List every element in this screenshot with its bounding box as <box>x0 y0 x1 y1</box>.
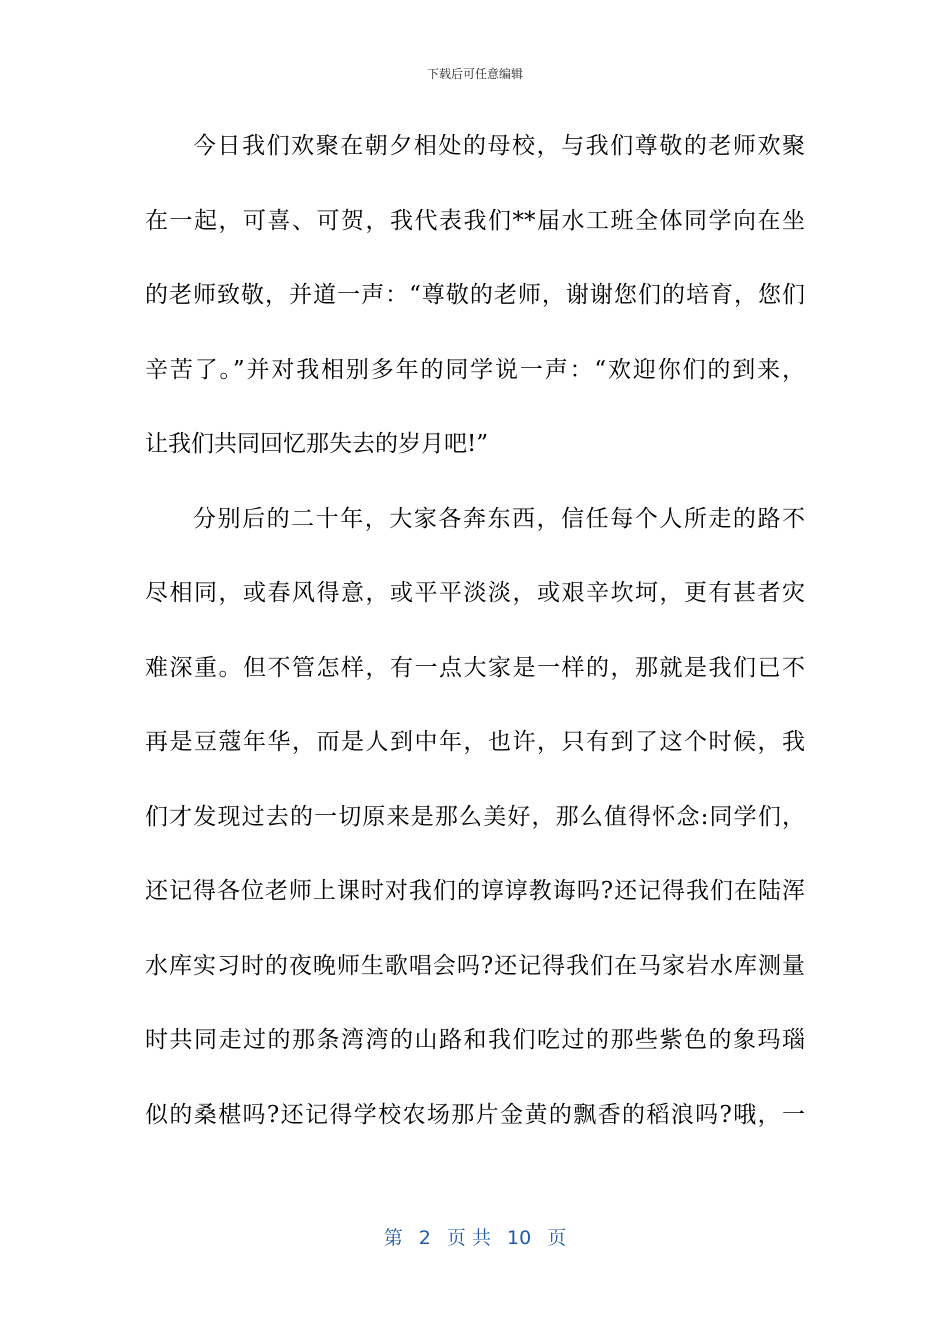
paragraph-2-line-1: 分别后的二十年，大家各奔东西，信任每个人所走的路不 <box>193 505 805 532</box>
paragraph-2-line-5: 们才发现过去的一切原来是那么美好，那么值得怀念:同学们， <box>145 803 805 830</box>
footer-prefix: 第 <box>383 1227 403 1249</box>
paragraph-1-line-3: 的老师致敬，并道一声：“尊敬的老师，谢谢您们的培育，您们 <box>145 282 805 308</box>
paragraph-2-line-9: 似的桑椹吗?还记得学校农场那片金黄的飘香的稻浪吗?哦，一 <box>145 1101 805 1128</box>
paragraph-1-line-1: 今日我们欢聚在朝夕相处的母校，与我们尊敬的老师欢聚 <box>193 133 805 159</box>
paragraph-2-line-4: 再是豆蔻年华，而是人到中年，也许，只有到了这个时候，我 <box>145 729 805 755</box>
paragraph-1-line-2: 在一起，可喜、可贺，我代表我们**届水工班全体同学向在坐 <box>145 207 805 234</box>
paragraph-2-line-2: 尽相同，或春风得意，或平平淡淡，或艰辛坎坷，更有甚者灾 <box>145 580 805 606</box>
footer-suffix: 页 <box>547 1227 567 1249</box>
header-note: 下载后可任意编辑 <box>426 67 523 81</box>
paragraph-2-line-7: 水库实习时的夜晚师生歌唱会吗?还记得我们在马家岩水库测量 <box>145 952 805 979</box>
paragraph-2-line-6: 还记得各位老师上课时对我们的谆谆教诲吗?还记得我们在陆浑 <box>145 878 805 904</box>
body-text <box>145 121 805 1164</box>
paragraph-1-line-5: 让我们共同回忆那失去的岁月吧!” <box>145 431 489 457</box>
current-page-number: 2 <box>418 1227 431 1249</box>
paragraph-2-line-3: 难深重。但不管怎样，有一点大家是一样的，那就是我们已不 <box>145 654 805 681</box>
footer-middle: 页 共 <box>446 1227 491 1249</box>
total-pages-number: 10 <box>507 1227 532 1249</box>
paragraph-2-line-8: 时共同走过的那条湾湾的山路和我们吃过的那些紫色的象玛瑙 <box>145 1027 805 1053</box>
paragraph-1-line-4: 辛苦了。”并对我相别多年的同学说一声：“欢迎你们的到来， <box>145 356 805 383</box>
page-number-footer <box>0 1226 950 1250</box>
